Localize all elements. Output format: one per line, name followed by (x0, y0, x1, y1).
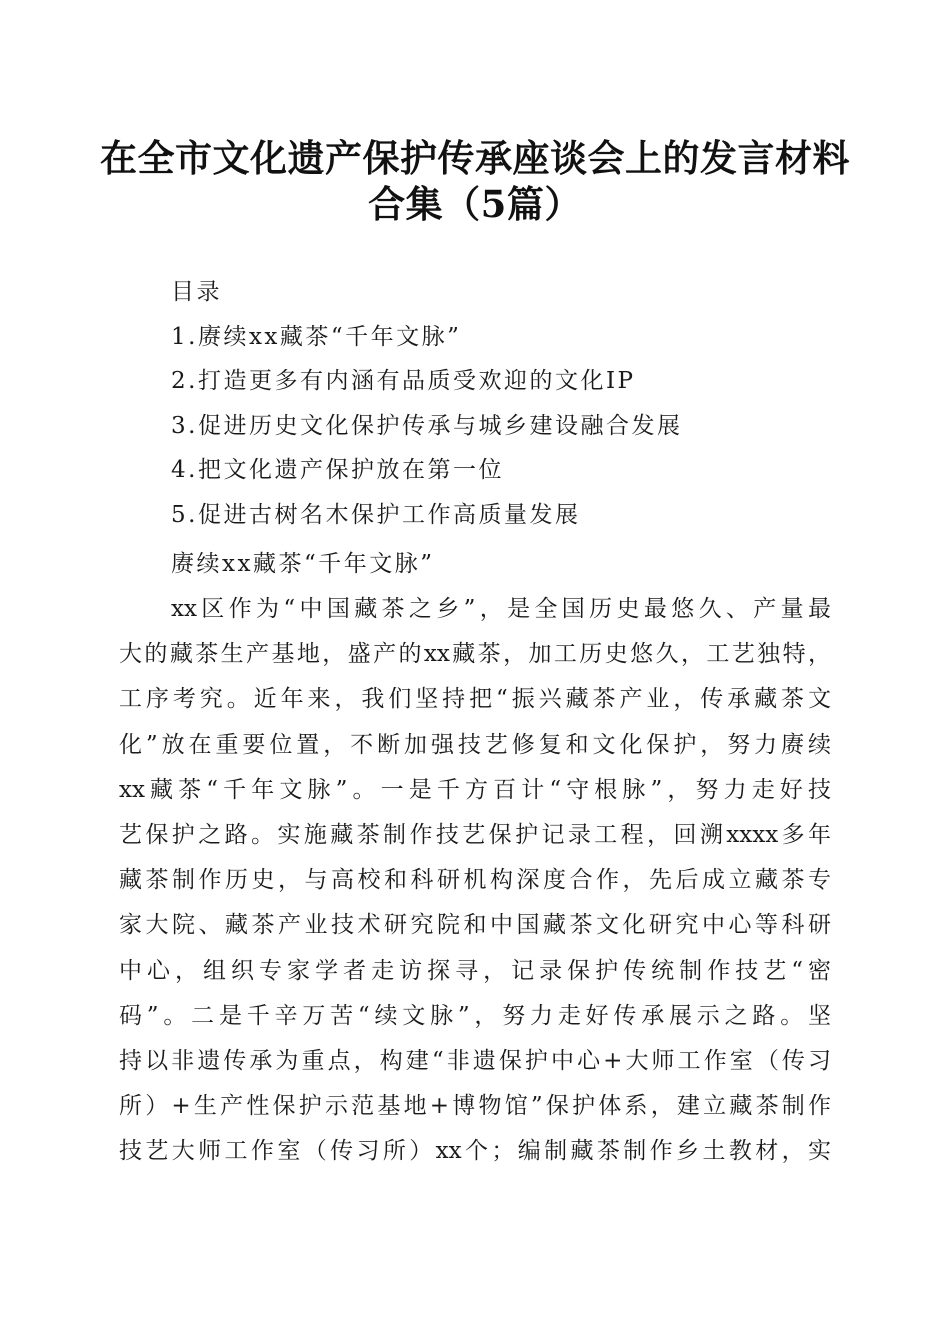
body-line: 化”放在重要位置，不断加强技艺修复和文化保护，努力赓续 (119, 731, 831, 758)
toc-item: 4.把文化遗产保护放在第一位 (171, 457, 504, 484)
section-heading: 赓续xx藏茶“千年文脉” (171, 551, 435, 577)
body-line: xx区作为“中国藏茶之乡”，是全国历史最悠久、产量最 (171, 596, 831, 622)
toc-heading: 目录 (171, 279, 222, 305)
document-title-line-2: 合集（5篇） (368, 182, 582, 226)
body-line: xx藏茶“千年文脉”。一是千方百计“守根脉”，努力走好技 (119, 776, 831, 803)
toc-item: 5.促进古树名木保护工作高质量发展 (171, 501, 581, 528)
body-paragraph (119, 587, 831, 1174)
body-line: 大的藏茶生产基地，盛产的xx藏茶，加工历史悠久，工艺独特， (119, 641, 831, 668)
body-line: 家大院、藏茶产业技术研究院和中国藏茶文化研究中心等科研 (119, 912, 831, 939)
body-line: 持以非遗传承为重点，构建“非遗保护中心+大师工作室（传习 (119, 1047, 831, 1074)
body-line: 中心，组织专家学者走访探寻，记录保护传统制作技艺“密 (119, 957, 831, 984)
toc-item: 3.促进历史文化保护传承与城乡建设融合发展 (171, 412, 683, 439)
body-line: 工序考究。近年来，我们坚持把“振兴藏茶产业，传承藏茶文 (119, 686, 831, 713)
toc-item: 1.赓续xx藏茶“千年文脉” (171, 323, 462, 350)
table-of-contents (171, 270, 682, 538)
body-line: 技艺大师工作室（传习所）xx个；编制藏茶制作乡土教材，实 (119, 1138, 831, 1165)
body-line: 码”。二是千辛万苦“续文脉”，努力走好传承展示之路。坚 (119, 1002, 831, 1029)
body-line: 艺保护之路。实施藏茶制作技艺保护记录工程，回溯xxxx多年 (119, 821, 831, 848)
toc-item: 2.打造更多有内涵有品质受欢迎的文化IP (171, 368, 636, 395)
document-title-line-1: 在全市文化遗产保护传承座谈会上的发言材料 (100, 136, 850, 180)
body-line: 藏茶制作历史，与高校和科研机构深度合作，先后成立藏茶专 (119, 867, 831, 894)
body-line: 所）+生产性保护示范基地+博物馆”保护体系，建立藏茶制作 (119, 1093, 831, 1120)
